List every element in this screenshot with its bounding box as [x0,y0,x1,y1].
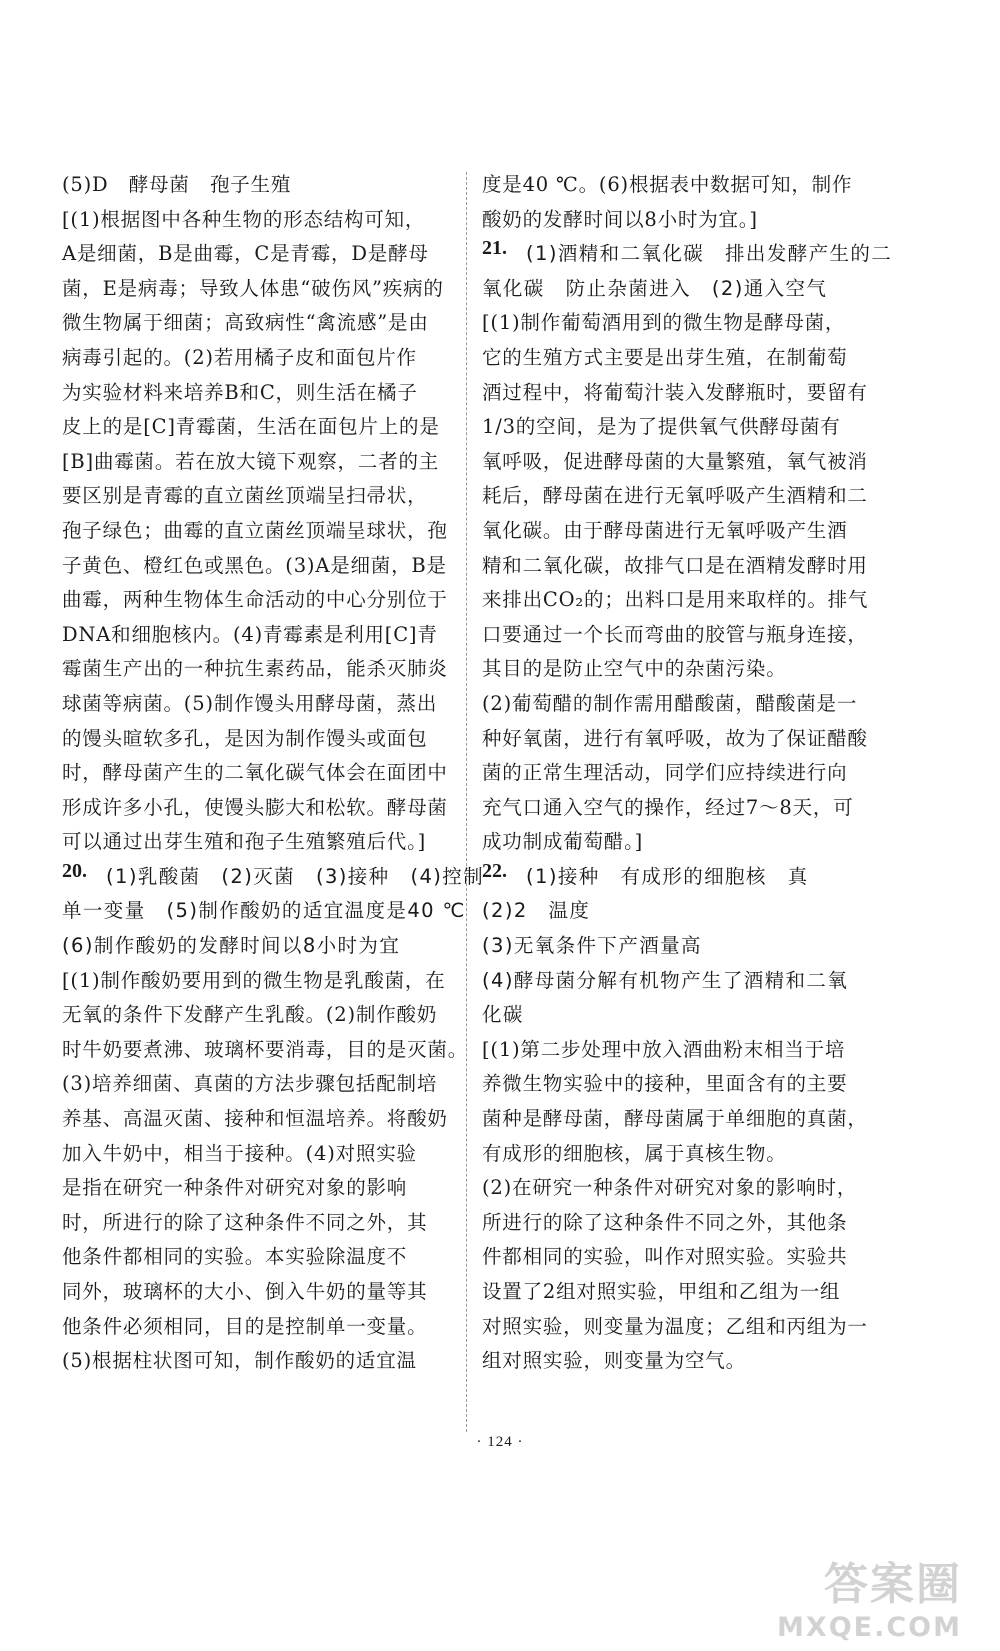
text-line: 它的生殖方式主要是出芽生殖，在制葡萄 [482,345,848,369]
q19-explanation [62,168,456,860]
question-number: 20. [62,859,87,882]
text-line: [(1)制作葡萄酒用到的微生物是酵母菌， [482,311,846,335]
question-20-continued [482,168,888,237]
text-line: 他条件都相同的实验。本实验除温度不 [62,1245,408,1269]
question-22-body [482,894,888,1378]
text-line: 病毒引起的。(2)若用橘子皮和面包片作 [62,345,417,369]
page-number: · 124 · [476,1434,524,1450]
text-line: [B]曲霉菌。若在放大镜下观察，二者的主 [62,449,440,473]
text-line: 度是40 ℃。(6)根据表中数据可知，制作 [482,173,853,196]
text-line: 子黄色、橙红色或黑色。(3)A是细菌，B是 [62,553,447,577]
text-line: 所进行的除了这种条件不同之外，其他条 [482,1210,848,1234]
watermark [777,1548,962,1643]
text-line: 氧化碳。由于酵母菌进行无氧呼吸产生酒 [482,518,848,542]
text-line: 种好氧菌，进行有氧呼吸，故为了保证醋酸 [482,726,868,750]
text-line: 口要通过一个长而弯曲的胶管与瓶身连接， [482,622,868,646]
text-line: 为实验材料来培养B和C，则生活在橘子 [62,380,418,404]
text-line: (3)培养细菌、真菌的方法步骤包括配制培 [62,1072,438,1096]
text-line: A是细菌，B是曲霉，C是青霉，D是酵母 [62,242,429,266]
text-line: (2)2 温度 [482,899,591,923]
text-line: 的馒头暄软多孔，是因为制作馒头或面包 [62,726,428,750]
text-line: (3)无氧条件下产酒量高 [482,934,702,958]
text-line: 时，酵母菌产生的二氧化碳气体会在面团中 [62,761,448,785]
watermark-logo: 答案圈 [824,1559,962,1610]
text-line: 无氧的条件下发酵产生乳酸。(2)制作酸奶 [62,1003,438,1027]
text-line: [(1)根据图中各种生物的形态结构可知， [62,207,426,231]
question-22 [482,860,888,895]
question-20 [62,859,485,895]
right-column [482,168,893,1379]
text-line: 要区别是青霉的直立菌丝顶端呈扫帚状， [62,484,428,508]
text-line: 霉菌生产出的一种抗生素药品，能杀灭肺炎 [62,657,448,681]
text-line: 菌的正常生理活动，同学们应持续进行向 [482,761,848,785]
text-line: 皮上的是[C]青霉菌，生活在面包片上的是 [62,415,440,439]
question-number: 22. [482,859,507,882]
text-line: 加入牛奶中，相当于接种。(4)对照实验 [62,1141,417,1165]
text-line: [(1)第二步处理中放入酒曲粉末相当于培 [482,1037,846,1061]
text-line: 来排出CO₂的；出料口是用来取样的。排气 [482,588,869,612]
question-21 [482,237,893,272]
answer-line: (1)接种 有成形的细胞核 真 [526,864,809,888]
question-number: 21. [482,237,507,260]
text-line: 同外，玻璃杯的大小、倒入牛奶的量等其 [62,1280,428,1303]
text-line: 氧呼吸，促进酵母菌的大量繁殖，氧气被消 [482,449,868,473]
text-line: [(1)制作酸奶要用到的微生物是乳酸菌，在 [62,968,446,992]
text-line: (2)葡萄醋的制作需用醋酸菌，醋酸菌是一 [482,691,858,715]
text-line: (5)根据柱状图可知，制作酸奶的适宜温 [62,1349,417,1373]
text-line: 其目的是防止空气中的杂菌污染。 [482,657,787,681]
text-line: 菌，E是病毒；导致人体患“破伤风”疾病的 [62,276,444,300]
answer-line: (1)酒精和二氧化碳 排出发酵产生的二 [526,242,893,266]
text-line: 他条件必须相同，目的是控制单一变量。 [62,1314,428,1338]
text-line: 养基、高温灭菌、接种和恒温培养。将酸奶 [62,1107,448,1131]
text-line: (6)制作酸奶的发酵时间以8小时为宜 [62,934,401,958]
text-line: 微生物属于细菌；高致病性“禽流感”是由 [62,311,429,335]
text-line: 组对照实验，则变量为空气。 [482,1349,746,1373]
text-line: 1/3的空间，是为了提供氧气供酵母菌有 [482,415,841,439]
text-line: 养微生物实验中的接种，里面含有的主要 [482,1072,848,1096]
text-line: 酸奶的发酵时间以8小时为宜。] [482,207,758,231]
text-line: 氧化碳 防止杂菌进入 (2)通入空气 [482,276,828,300]
text-line: 菌种是酵母菌，酵母菌属于单细胞的真菌， [482,1107,868,1131]
text-line: 时，所进行的除了这种条件不同之外，其 [62,1210,428,1234]
text-line: 孢子绿色；曲霉的直立菌丝顶端呈球状，孢 [62,518,448,542]
text-line: 时牛奶要煮沸、玻璃杯要消毒，目的是灭菌。 [62,1037,469,1061]
text-line: (5)D 酵母菌 孢子生殖 [62,173,292,196]
answer-line: (1)乳酸菌 (2)灭菌 (3)接种 (4)控制 [106,864,485,888]
text-line: 有成形的细胞核，属于真核生物。 [482,1141,787,1165]
text-line: (4)酵母菌分解有机物产生了酒精和二氧 [482,968,849,992]
text-line: 球菌等病菌。(5)制作馒头用酵母菌，蒸出 [62,691,438,715]
text-line: 形成许多小孔，使馒头膨大和松软。酵母菌 [62,795,448,819]
text-line: DNA和细胞核内。(4)青霉素是利用[C]青 [62,622,438,646]
text-line: (2)在研究一种条件对研究对象的影响时， [482,1176,858,1200]
text-line: 化碳 [482,1003,524,1027]
left-column [62,168,485,1379]
text-line: 件都相同的实验，叫作对照实验。实验共 [482,1245,848,1269]
column-divider [466,172,467,1432]
text-line: 单一变量 (5)制作酸奶的适宜温度是40 ℃ [62,899,466,923]
text-line: 曲霉，两种生物体生命活动的中心分别位于 [62,588,448,612]
text-line: 可以通过出芽生殖和孢子生殖繁殖后代。] [62,830,427,854]
text-line: 设置了2组对照实验，甲组和乙组为一组 [482,1280,841,1303]
question-20-body [62,894,469,1378]
question-21-body [482,272,888,860]
text-line: 充气口通入空气的操作，经过7～8天，可 [482,795,854,819]
text-line: 酒过程中，将葡萄汁装入发酵瓶时，要留有 [482,380,868,404]
text-line: 耗后，酵母菌在进行无氧呼吸产生酒精和二 [482,484,868,508]
text-line: 精和二氧化碳，故排气口是在酒精发酵时用 [482,553,868,577]
text-line: 对照实验，则变量为温度；乙组和丙组为一 [482,1314,868,1338]
text-line: 是指在研究一种条件对研究对象的影响 [62,1176,408,1200]
text-line: 成功制成葡萄醋。] [482,830,644,854]
watermark-site: MXQE.COM [777,1612,962,1643]
